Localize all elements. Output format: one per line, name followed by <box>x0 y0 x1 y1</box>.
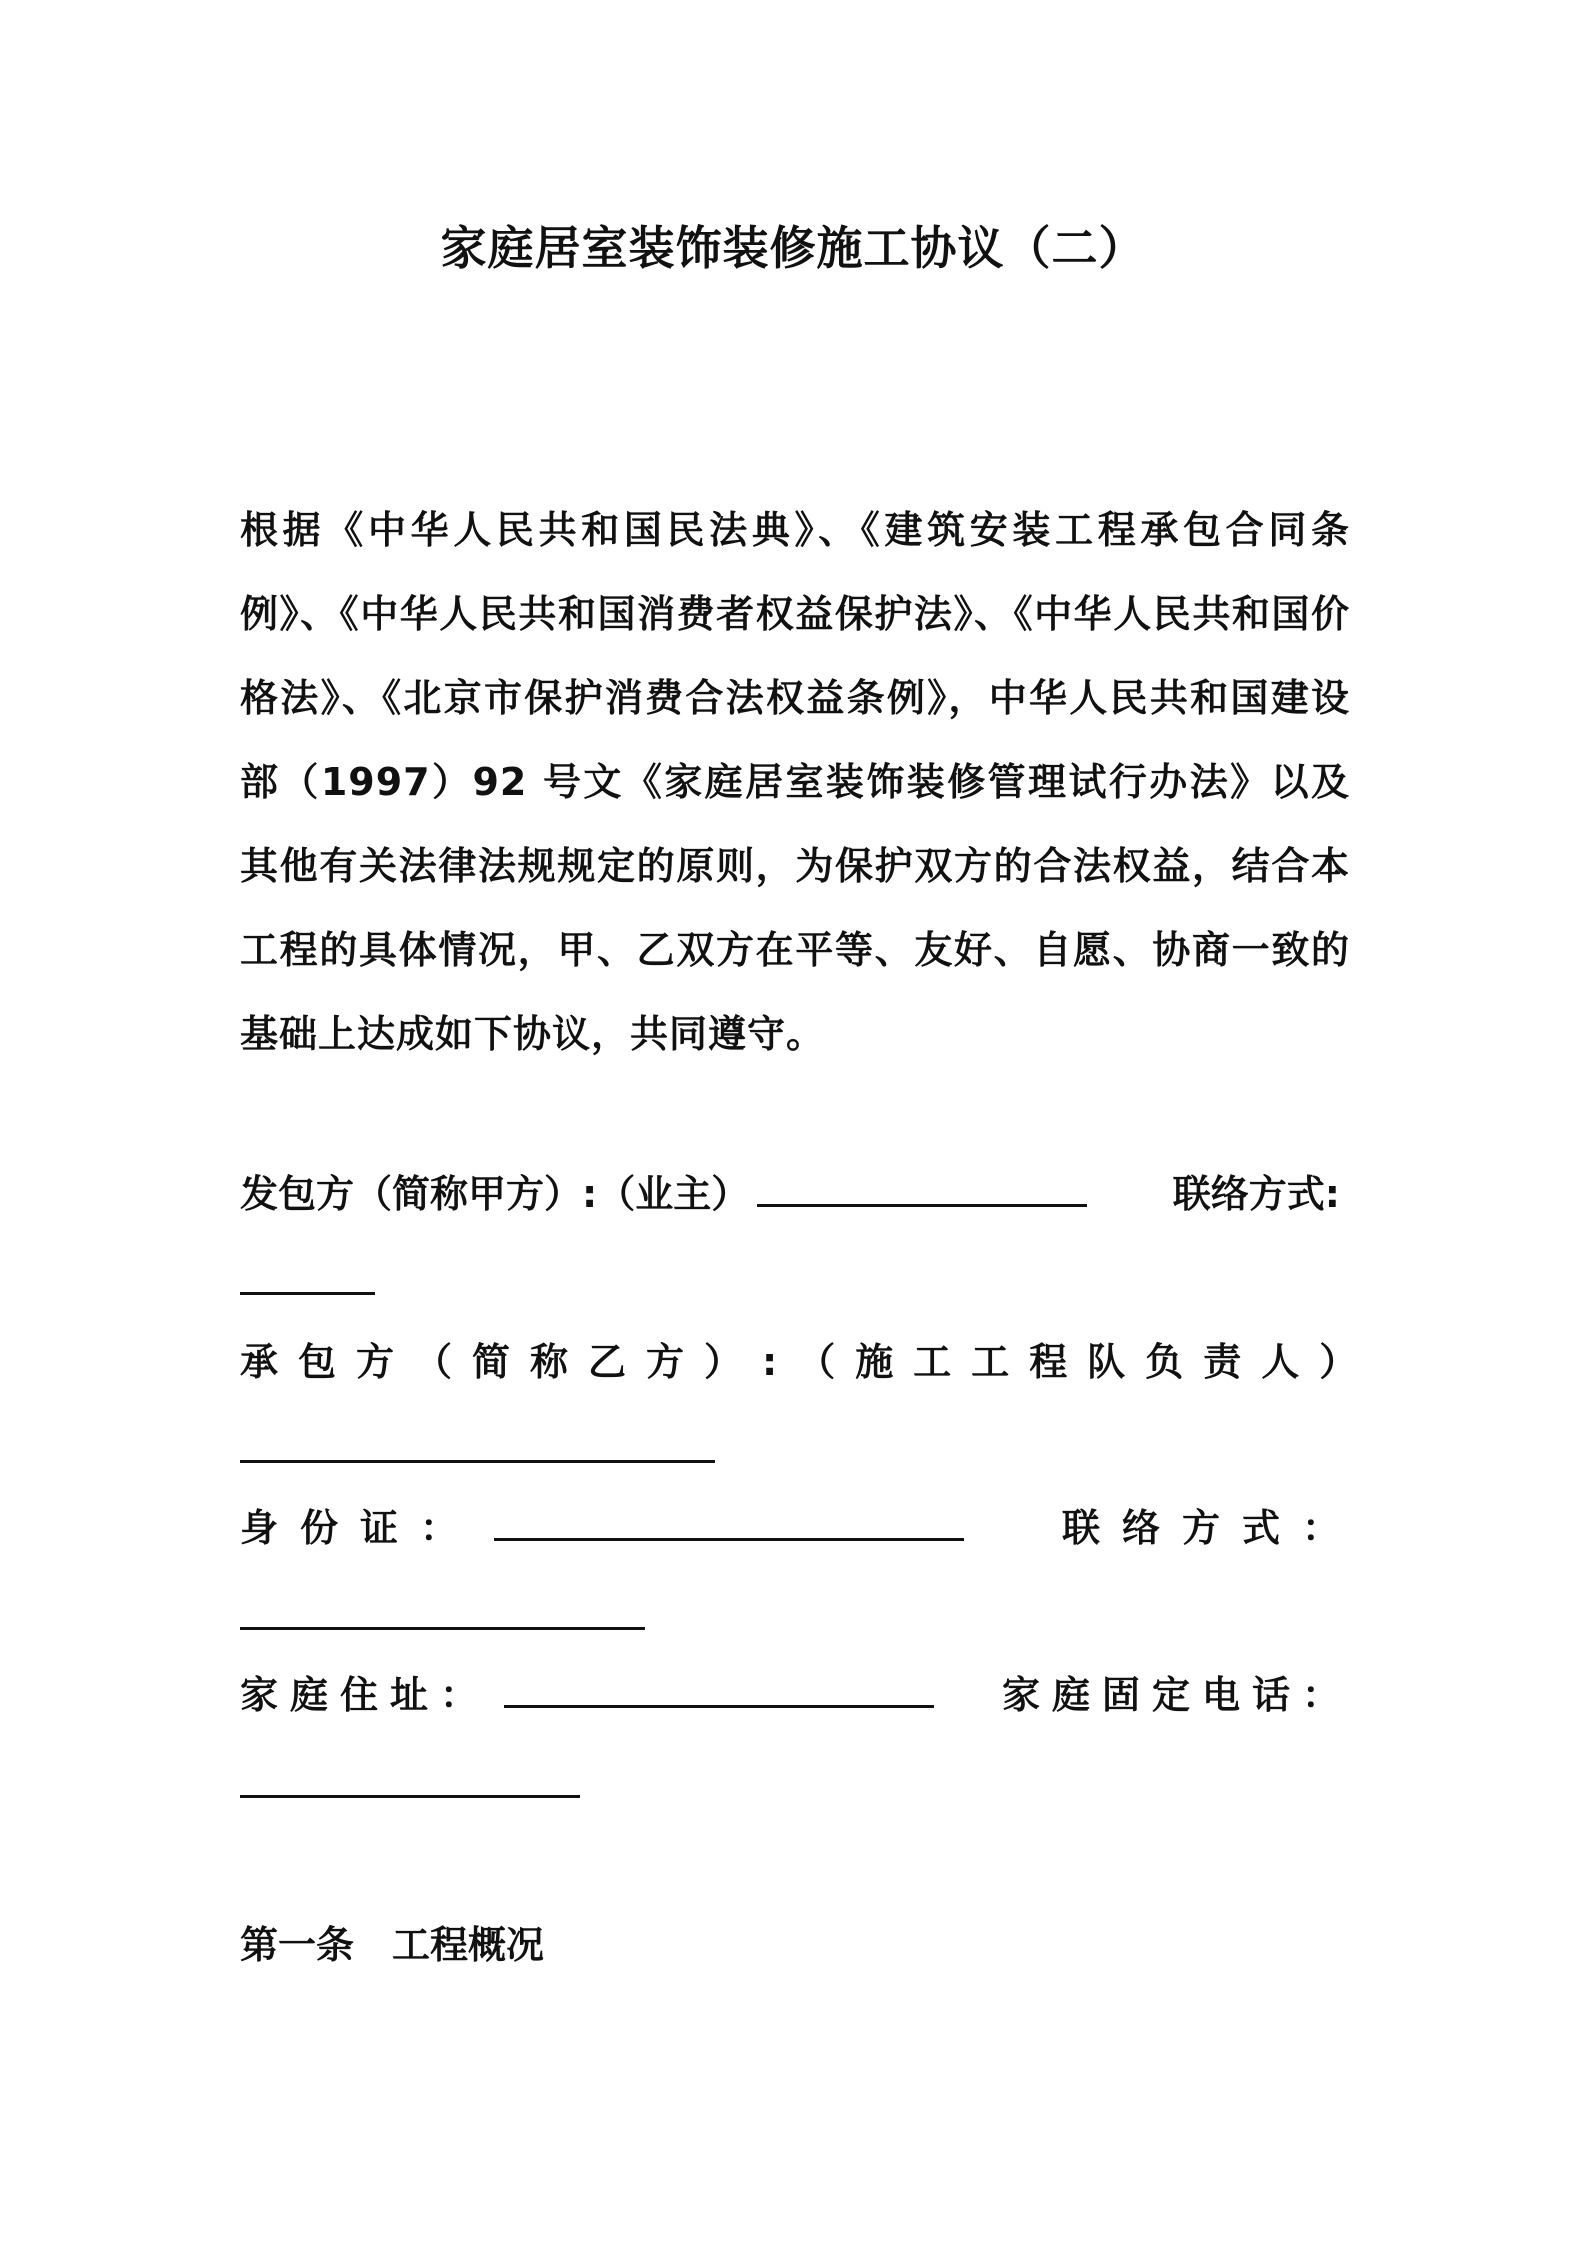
party-a-group <box>240 1164 1087 1224</box>
party-a-contact-blank <box>240 1292 375 1295</box>
party-a-blank <box>757 1164 1087 1207</box>
party-a-label: 发包方（简称甲方）:（业主） <box>240 1172 750 1216</box>
section-heading: 第一条 工程概况 <box>240 1923 545 1967</box>
party-a-row <box>240 1164 1340 1224</box>
id-row <box>240 1498 1362 1558</box>
document-title: 家庭居室装饰装修施工协议（二） <box>440 221 1146 275</box>
phone-label: 家庭固定电话： <box>1001 1673 1352 1717</box>
id-contact-blank <box>240 1627 645 1630</box>
address-label: 家庭住址： <box>240 1673 491 1717</box>
id-blank <box>494 1498 964 1541</box>
address-row <box>240 1665 1352 1725</box>
party-b-label: 承包方（简称乙方）:（施工工程队负责人） <box>240 1340 1378 1384</box>
phone-blank <box>240 1795 580 1798</box>
id-contact-label: 联络方式： <box>1061 1506 1362 1550</box>
party-b-row <box>240 1332 1378 1392</box>
party-b-blank <box>240 1460 715 1463</box>
id-label: 身份证： <box>240 1506 481 1550</box>
party-a-contact-label: 联络方式: <box>1172 1172 1340 1216</box>
address-blank <box>504 1665 934 1708</box>
intro-paragraph: 根据《中华人民共和国民法典》、《建筑安装工程承包合同条例》、《中华人民共和国消费者权益保护法》、《中华人民共和国价格法》、《北京市保护消费合法权益条例》，中华人民共和国建设部（1997）92 号文《家庭居室装饰装修管理试行办法》以及其他有关法律法规规定的原则，为保护双方的合法权益，结合本工程的具体情况，甲、乙双方在平等、友好、自愿、协商一致的基础上达成如下协议，共同遵守。 <box>240 508 1350 1056</box>
id-group <box>240 1498 964 1558</box>
address-group <box>240 1665 934 1725</box>
